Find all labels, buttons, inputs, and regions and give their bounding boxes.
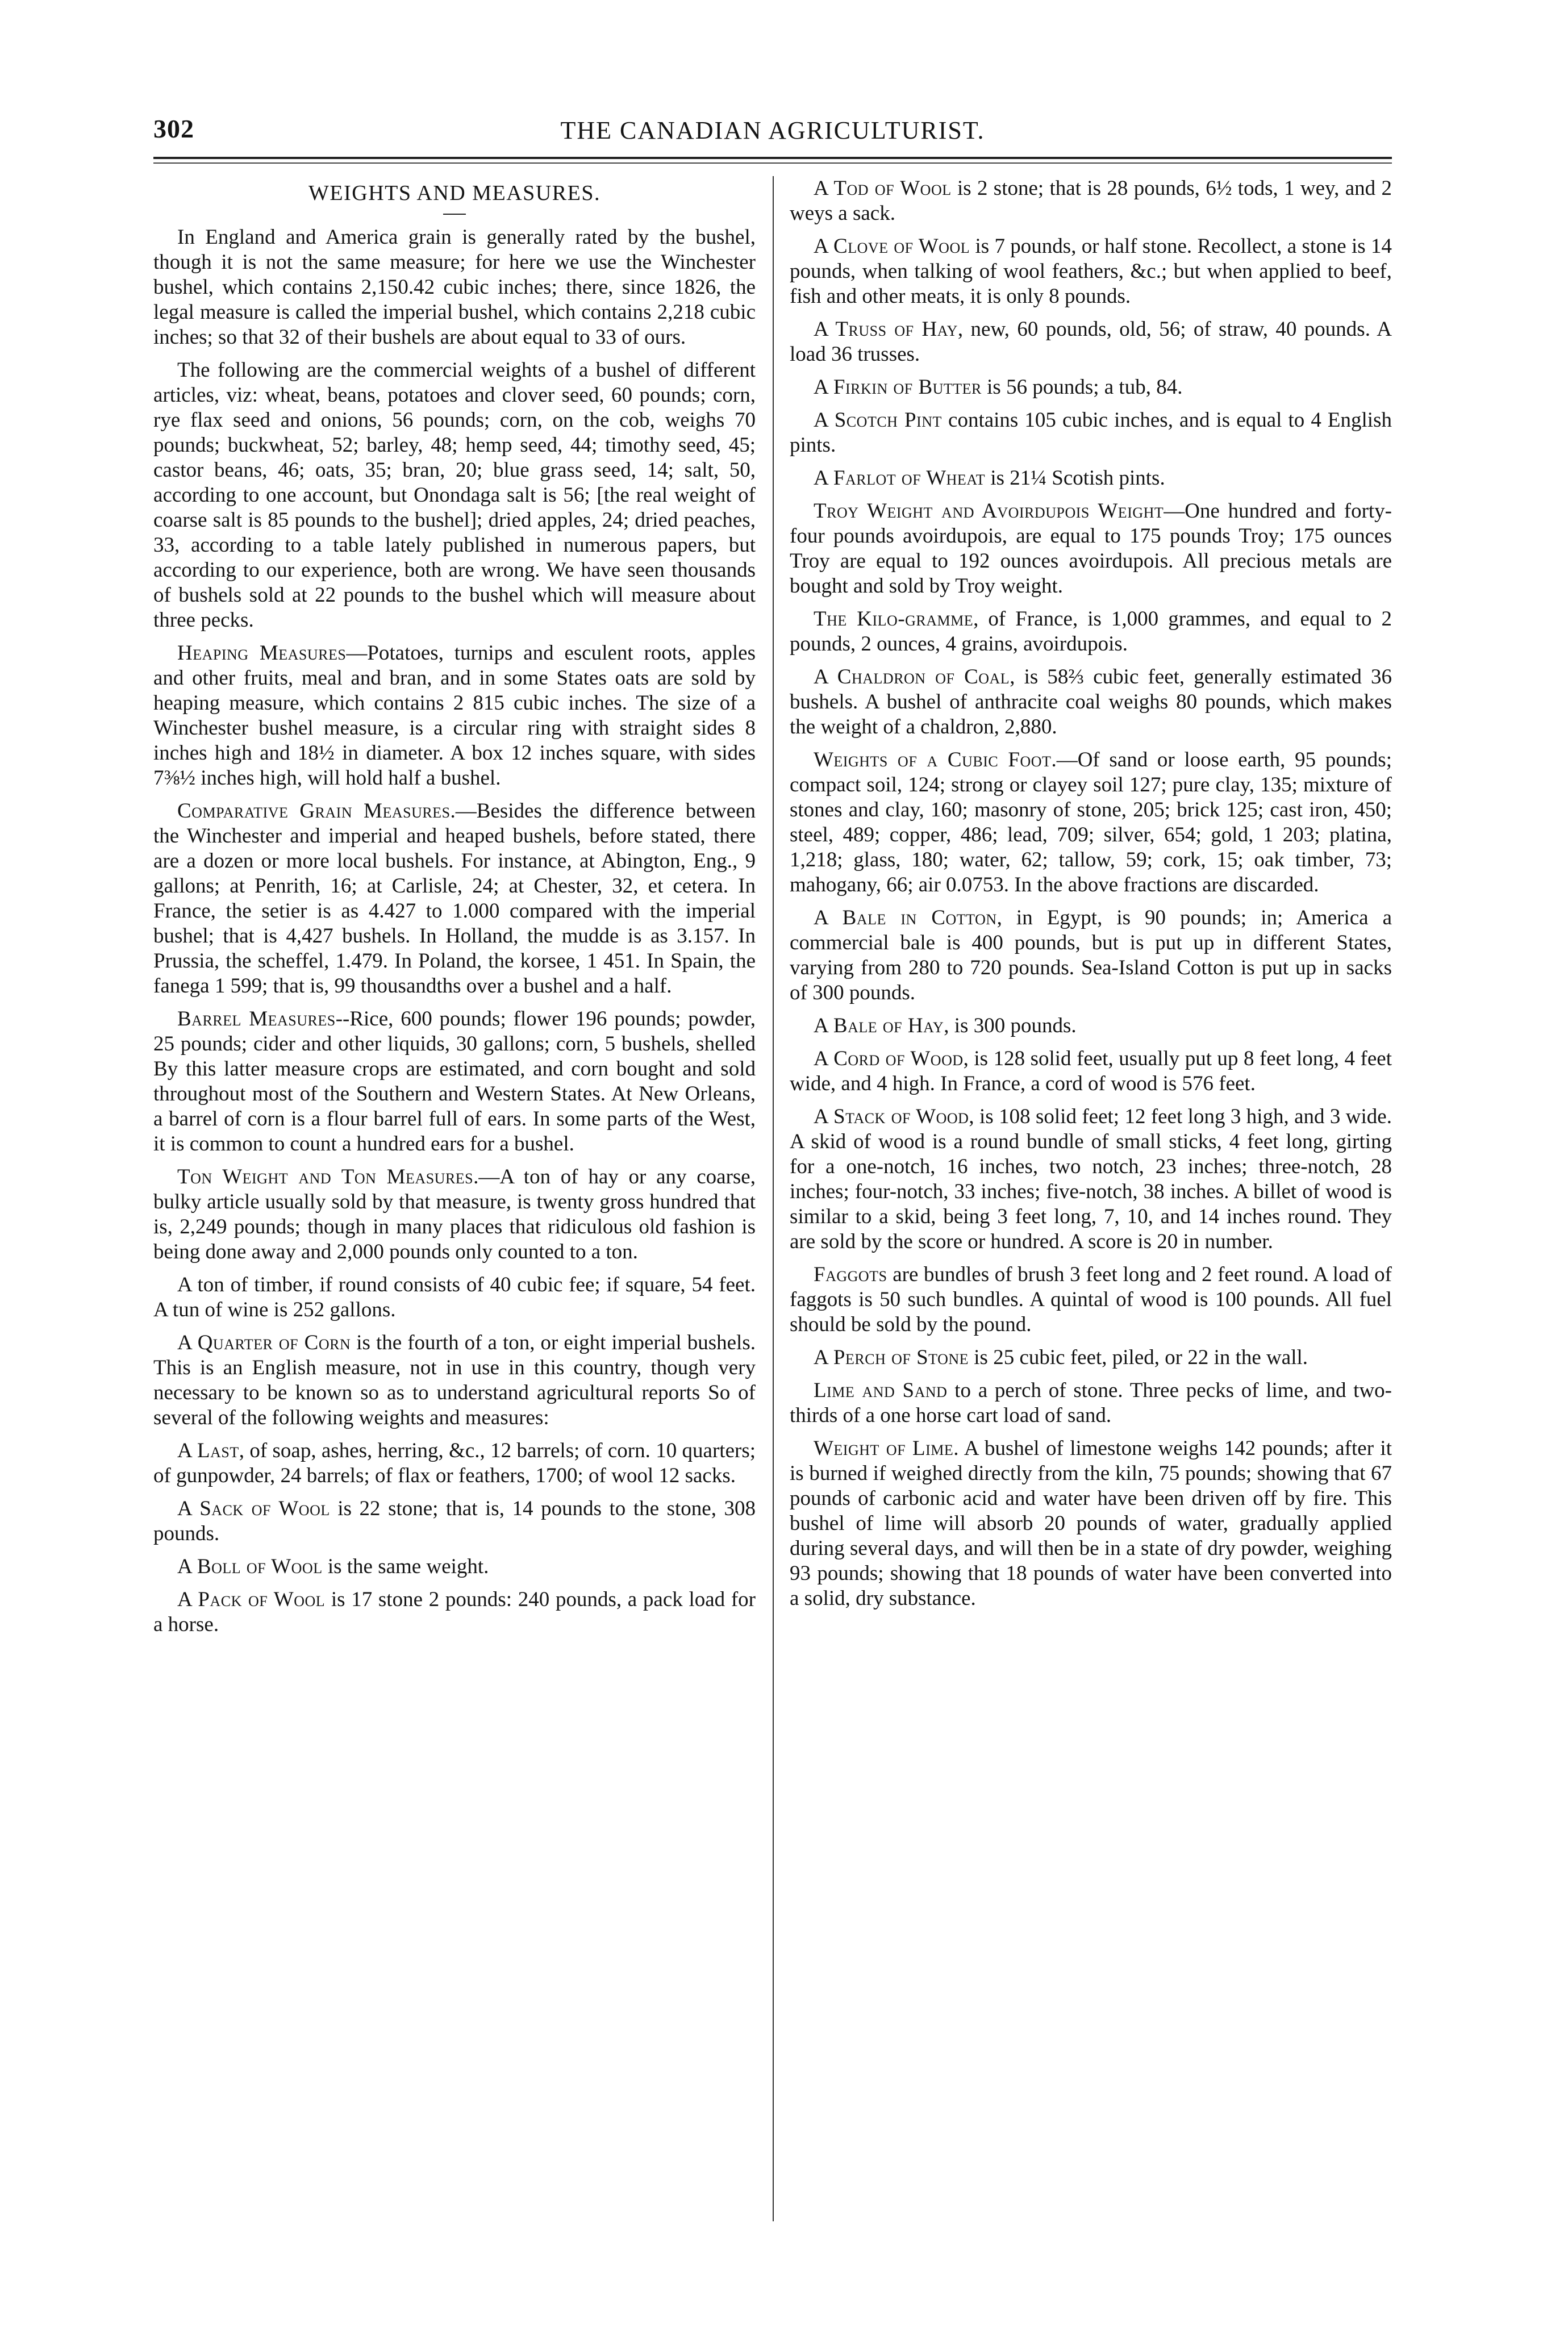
paragraph xyxy=(153,641,756,791)
paragraph-text: is 56 pounds; a tub, 84. xyxy=(981,376,1183,399)
title-dash xyxy=(443,214,466,215)
paragraph-lead: A Stack of Wood xyxy=(814,1105,969,1128)
paragraph xyxy=(790,1345,1392,1370)
running-title: THE CANADIAN AGRICULTURIST. xyxy=(560,116,985,144)
paragraph xyxy=(153,799,756,999)
paragraph-text: , in Egypt, is 90 pounds; in; America a commercial bale is 400 pounds, but is put up in different States, varying from 280 to 720 pounds. Sea-Island Cotton is put up in sacks of 300 pounds. xyxy=(790,906,1392,1004)
paragraph-lead: Heaping Measures xyxy=(177,641,347,665)
paragraph-text: is the same weight. xyxy=(322,1555,489,1578)
paragraph-text: .—A ton of hay or any coarse, bulky article usually sold by that measure, is twenty gross hundred that is, 2,249 pounds; though in many places that ridiculous old fashion is being done away and 2,000 pounds only counted to a ton. xyxy=(153,1165,756,1263)
paragraph xyxy=(790,1436,1392,1611)
paragraph xyxy=(153,1554,756,1579)
page-header xyxy=(153,114,1392,149)
paragraph-lead: A Pack of Wool xyxy=(177,1588,326,1611)
paragraph-lead: A Scotch Pint xyxy=(814,408,942,432)
page xyxy=(153,114,1392,2227)
paragraph-text: , is 58⅔ cubic feet, generally estimated 36 bushels. A bushel of anthracite coal weighs 80 pounds, which makes the weight of a chaldron, 2,880. xyxy=(790,665,1392,739)
paragraph-text: , new, 60 pounds, old, 56; of straw, 40 pounds. A load 36 trusses. xyxy=(790,318,1392,366)
paragraph-lead: A Perch of Stone xyxy=(814,1346,969,1369)
paragraph-text: to a perch of stone. Three pecks of lime, and two-thirds of a one horse cart load of sand. xyxy=(790,1379,1392,1427)
paragraph xyxy=(153,358,756,633)
paragraph-text: is 2 stone; that is 28 pounds, 6½ tods, 1 wey, and 2 weys a sack. xyxy=(790,177,1392,225)
paragraph-text: In England and America grain is generally rated by the bushel, though it is not the same measure; for here we use the Winchester bushel, which contains 2,150.42 cubic inches; there, since 1826, the legal measure is called the imperial bushel, which contains 2,218 cubic inches; so that 32 of their bushels are about equal to 33 of ours. xyxy=(153,226,756,349)
paragraph-lead: A Clove of Wool xyxy=(814,235,970,258)
article-columns xyxy=(153,176,1392,2227)
left-paragraphs xyxy=(153,225,756,1637)
paragraph xyxy=(790,1104,1392,1254)
paragraph-lead: Ton Weight and Ton Measures xyxy=(177,1165,474,1188)
paragraph-text: , is 108 solid feet; 12 feet long 3 high, and 3 wide. A skid of wood is a round bundle of small sticks, 4 feet long, girting for a one-notch, 16 inches, two notch, 23 inches; three-notch, 28 inches; four-notch, 33 inches; five-notch, 38 inches. A billet of wood is similar to a skid, being 3 feet long, 7, 10, and 14 inches round. They are sold by the score or hundred. A score is 20 in number. xyxy=(790,1105,1392,1253)
paragraph-text: —Potatoes, turnips and esculent roots, apples and other fruits, meal and bran, and in some States oats are sold by heaping measure, which contains 2 815 cubic inches. The size of a Winchester bushel measure, is a circular ring with straight sides 8 inches high and 18½ in diameter. A box 12 inches square, with sides 7⅜½ inches high, will hold half a bushel. xyxy=(153,641,756,790)
header-rule xyxy=(153,157,1392,159)
paragraph-lead: A Last xyxy=(177,1439,239,1462)
paragraph-lead: Weight of Lime xyxy=(814,1437,954,1460)
paragraph-lead: A Sack of Wool xyxy=(177,1497,330,1520)
paragraph xyxy=(790,665,1392,740)
paragraph-text: , is 128 solid feet, usually put up 8 feet long, 4 feet wide, and 4 high. In France, a cord of wood is 576 feet. xyxy=(790,1047,1392,1095)
article-title: WEIGHTS AND MEASURES. xyxy=(308,181,600,205)
page-number: 302 xyxy=(153,114,194,143)
paragraph xyxy=(153,225,756,350)
paragraph-text: . A bushel of limestone weighs 142 pounds; after it is burned if weighed directly from the kiln, 75 pounds; showing that 67 pounds of carbonic acid and water have been driven off by fire. This bushel of lime will absorb 20 pounds of water, gradually applied during several days, and will then be in a state of dry powder, weighing 93 pounds; showing that 18 pounds of water have been converted into a solid, dry substance. xyxy=(790,1437,1392,1610)
paragraph-text: is the fourth of a ton, or eight imperial bushels. This is an English measure, not in use in this country, though very necessary to be known so as to understand agricultural reports So of several of the following weights and measures: xyxy=(153,1331,756,1429)
paragraph xyxy=(153,1273,756,1323)
paragraph xyxy=(790,1262,1392,1337)
paragraph xyxy=(790,1014,1392,1039)
paragraph-lead: Barrel Measures xyxy=(177,1007,336,1031)
paragraph-text: is 17 stone 2 pounds: 240 pounds, a pack load for a horse. xyxy=(153,1588,756,1636)
paragraph-lead: A Truss of Hay xyxy=(814,318,958,341)
paragraph xyxy=(790,466,1392,491)
paragraph xyxy=(153,1496,756,1546)
paragraph xyxy=(790,607,1392,657)
paragraph xyxy=(153,1331,756,1431)
paragraph-text: .—Of sand or loose earth, 95 pounds; compact soil, 124; strong or clayey soil 127; pure clay, 135; mixture of stones and clay, 160; masonry of stone, 205; brick 125; cast iron, 450; steel, 489; copper, 486; lead, 709; silver, 654; gold, 1 203; platina, 1,218; glass, 180; water, 62; tallow, 59; cork, 15; oak timber, 73; mahogany, 66; air 0.0753. In the above fractions are discarded. xyxy=(790,748,1392,896)
paragraph-text: , of France, is 1,000 grammes, and equal to 2 pounds, 2 ounces, 4 grains, avoirdupois. xyxy=(790,607,1392,656)
paragraph-text: , of soap, ashes, herring, &c., 12 barrels; of corn. 10 quarters; of gunpowder, 24 barrels; of flax or feathers, 1700; of wool 12 sacks. xyxy=(153,1439,756,1487)
paragraph-lead: A Bale of Hay xyxy=(814,1014,944,1037)
paragraph-text: The following are the commercial weights of a bushel of different articles, viz: wheat, beans, potatoes and clover seed, 60 pounds; corn, rye flax seed and onions, 56 pounds; corn, on the cob, weighs 70 pounds; buckwheat, 52; barley, 48; hemp seed, 44; timothy seed, 45; castor beans, 46; oats, 35; bran, 20; blue grass seed, 14; salt, 50, according to one account, but Onondaga salt is 56; [the real weight of coarse salt is 85 pounds to the bushel]; dried apples, 24; dried peaches, 33, according to a table lately published in numerous papers, but according to our experience, both are wrong. We have seen thousands of bushels sold at 22 pounds to the bushel which will measure about three pecks. xyxy=(153,358,756,632)
left-column xyxy=(153,176,756,2227)
paragraph-text: is 21¼ Scotish pints. xyxy=(985,466,1165,490)
paragraph-text: is 25 cubic feet, piled, or 22 in the wall. xyxy=(969,1346,1308,1369)
paragraph-lead: A Quarter of Corn xyxy=(177,1331,351,1354)
paragraph-text: , is 300 pounds. xyxy=(944,1014,1077,1037)
paragraph xyxy=(790,234,1392,309)
paragraph-lead: Faggots xyxy=(814,1263,887,1286)
paragraph-lead: The Kilo-gramme xyxy=(814,607,974,631)
paragraph-lead: A Farlot of Wheat xyxy=(814,466,986,490)
paragraph-text: A ton of timber, if round consists of 40 cubic fee; if square, 54 feet. A tun of wine is 252 gallons. xyxy=(153,1273,756,1321)
paragraph xyxy=(153,1165,756,1265)
paragraph xyxy=(790,375,1392,400)
header-rule-thin xyxy=(153,162,1392,164)
paragraph-lead: A Boll of Wool xyxy=(177,1555,323,1578)
paragraph-text: contains 105 cubic inches, and is equal to 4 English pints. xyxy=(790,408,1392,457)
paragraph xyxy=(790,176,1392,226)
paragraph xyxy=(790,408,1392,458)
paragraph-text: are bundles of brush 3 feet long and 2 feet round. A load of faggots is 50 such bundles. A quintal of wood is 100 pounds. All fuel should be sold by the pound. xyxy=(790,1263,1392,1336)
paragraph xyxy=(153,1438,756,1488)
paragraph-lead: A Bale in Cotton xyxy=(814,906,997,929)
column-divider xyxy=(773,176,774,2221)
paragraph-text: is 22 stone; that is, 14 pounds to the stone, 308 pounds. xyxy=(153,1497,756,1545)
paragraph xyxy=(790,317,1392,367)
paragraph xyxy=(790,906,1392,1006)
paragraph-text: —One hundred and forty-four pounds avoirdupois, are equal to 175 pounds Troy; 175 ounces Troy are equal to 192 ounces avoirdupois. All precious metals are bought and sold by Troy weight. xyxy=(790,499,1392,598)
paragraph-text: is 7 pounds, or half stone. Recollect, a stone is 14 pounds, when talking of wool feathers, &c.; but when applied to beef, fish and other meats, it is only 8 pounds. xyxy=(790,235,1392,308)
paragraph xyxy=(153,1007,756,1157)
paragraph xyxy=(790,748,1392,898)
paragraph-lead: A Firkin of Butter xyxy=(814,376,982,399)
paragraph xyxy=(790,1046,1392,1096)
paragraph-lead: Troy Weight and Avoirdupois Weight xyxy=(814,499,1164,523)
paragraph xyxy=(790,1378,1392,1428)
paragraph-lead: A Chaldron of Coal xyxy=(814,665,1010,689)
paragraph xyxy=(153,1587,756,1637)
paragraph-lead: A Tod of Wool xyxy=(814,177,952,200)
paragraph-text: --Rice, 600 pounds; flower 196 pounds; powder, 25 pounds; cider and other liquids, 30 gallons; corn, 5 bushels, shelled By this latter measure crops are estimated, and corn bought and sold throughout most of the Southern and Western States. At New Orleans, a barrel of corn is a flour barrel full of ears. In some parts of the West, it is common to count a hundred ears for a bushel. xyxy=(153,1007,756,1156)
right-column xyxy=(790,176,1392,2227)
paragraph xyxy=(790,499,1392,599)
paragraph-lead: Lime and Sand xyxy=(814,1379,948,1402)
paragraph-text: .—Besides the difference between the Winchester and imperial and heaped bushels, before stated, there are a dozen or more local bushels. For instance, at Abington, Eng., 9 gallons; at Penrith, 16; at Carlisle, 24; at Chester, 32, et cetera. In France, the setier is as 4.427 to 1.000 compared with the imperial bushel; that is 4,427 bushels. In Holland, the mudde is as 3.157. In Prussia, the scheffel, 1.479. In Poland, the korsee, 1 451. In Spain, the fanega 1 599; that is, 99 thousandths over a bushel and a half. xyxy=(153,799,756,998)
paragraph-lead: A Cord of Wood xyxy=(814,1047,964,1070)
paragraph-lead: Weights of a Cubic Foot xyxy=(814,748,1052,772)
right-paragraphs xyxy=(790,176,1392,1611)
paragraph-lead: Comparative Grain Measures xyxy=(177,799,451,823)
